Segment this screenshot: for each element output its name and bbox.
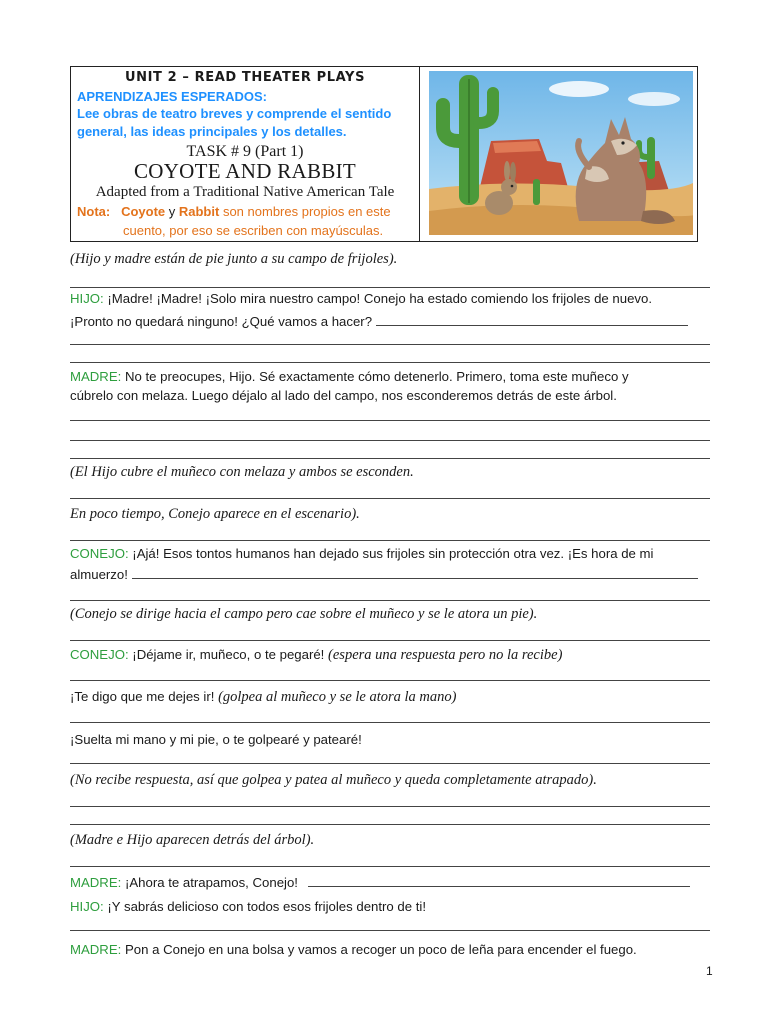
aprendizajes-text: Lee obras de teatro breves y comprende el sentido general, las ideas principales y los detalles.	[77, 106, 392, 139]
dialogue-text: ¡Ahora te atrapamos, Conejo!	[124, 875, 298, 890]
header-text-panel	[71, 67, 419, 241]
speaker-hijo: HIJO:	[70, 291, 104, 306]
coyote-rabbit-illustration	[429, 71, 693, 235]
writing-line	[70, 806, 710, 807]
answer-blank	[376, 325, 688, 326]
writing-line	[70, 930, 710, 931]
writing-line	[70, 866, 710, 867]
story-title: COYOTE AND RABBIT	[133, 159, 357, 183]
dialogue-line	[70, 875, 716, 890]
nota	[77, 202, 415, 240]
writing-line	[70, 440, 710, 441]
dialogue-text: ¡Ajá! Esos tontos humanos han dejado sus frijoles sin protección otra vez. ¡Es hora de mi	[132, 546, 654, 561]
dialogue-text: ¡Y sabrás delicioso con todos esos frijoles dentro de ti!	[107, 899, 426, 914]
writing-line	[70, 640, 710, 641]
dialogue-line	[70, 647, 716, 664]
dialogue-text: ¡Pronto no quedará ninguno! ¿Qué vamos a hacer?	[70, 314, 373, 329]
writing-line	[70, 498, 710, 499]
writing-line	[70, 540, 710, 541]
writing-line	[70, 680, 710, 681]
stage-direction: (Conejo se dirige hacia el campo pero cae sobre el muñeco y se le atora un pie).	[70, 606, 538, 622]
dialogue-line	[70, 942, 716, 957]
dialogue-text: Pon a Conejo en una bolsa y vamos a recoger un poco de leña para encender el fuego.	[124, 942, 637, 957]
dialogue-line	[70, 546, 716, 561]
writing-line	[70, 458, 710, 459]
dialogue-line	[70, 899, 716, 914]
speaker-conejo: CONEJO:	[70, 546, 129, 561]
writing-line	[70, 600, 710, 601]
dialogue-line	[70, 291, 716, 306]
dialogue-text: ¡Déjame ir, muñeco, o te pegaré!	[132, 647, 325, 662]
writing-line	[70, 287, 710, 288]
dialogue-line	[70, 689, 716, 706]
unit-title: UNIT 2 – READ THEATER PLAYS	[124, 70, 366, 85]
nota-name-rabbit: Rabbit	[178, 204, 220, 219]
writing-line	[70, 362, 710, 363]
stage-direction: (No recibe respuesta, así que golpea y patea al muñeco y queda completamente atrapado).	[70, 772, 597, 788]
speaker-madre: MADRE:	[70, 942, 122, 957]
writing-line	[70, 824, 710, 825]
dialogue-text: almuerzo!	[70, 567, 128, 582]
stage-direction: (Madre e Hijo aparecen detrás del árbol).	[70, 832, 315, 848]
task-number: TASK # 9 (Part 1)	[186, 143, 304, 160]
speaker-madre: MADRE:	[70, 875, 122, 890]
dialogue-text: ¡Madre! ¡Madre! ¡Solo mira nuestro campo! Conejo ha estado comiendo los frijoles de nuevo.	[107, 291, 652, 306]
writing-line	[70, 722, 710, 723]
dialogue-line	[70, 567, 716, 582]
dialogue-line	[70, 369, 716, 384]
nota-name-coyote: Coyote	[121, 204, 166, 219]
nota-y: y	[168, 204, 176, 219]
stage-direction: (El Hijo cubre el muñeco con melaza y ambos se esconden.	[70, 464, 414, 480]
speaker-conejo: CONEJO:	[70, 647, 129, 662]
dialogue-text: ¡Te digo que me dejes ir!	[70, 689, 215, 704]
speaker-madre: MADRE:	[70, 369, 122, 384]
header-box	[70, 66, 698, 242]
aprendizajes-label: APRENDIZAJES ESPERADOS:	[77, 89, 267, 104]
writing-line	[70, 763, 710, 764]
answer-blank	[308, 886, 690, 887]
dialogue-line: ¡Suelta mi mano y mi pie, o te golpearé y patearé!	[70, 732, 362, 747]
stage-direction: (Hijo y madre están de pie junto a su campo de frijoles).	[70, 251, 398, 267]
stage-direction-inline: (golpea al muñeco y se le atora la mano)	[218, 689, 457, 705]
stage-direction: En poco tiempo, Conejo aparece en el escenario).	[70, 506, 360, 522]
dialogue-line: cúbrelo con melaza. Luego déjalo al lado del campo, nos esconderemos detrás de este árbol.	[70, 388, 617, 403]
dialogue-line	[70, 314, 716, 329]
dialogue-text: No te preocupes, Hijo. Sé exactamente cómo detenerlo. Primero, toma este muñeco y	[124, 369, 629, 384]
nota-text-2: cuento, por eso se escriben con mayúsculas.	[123, 223, 384, 238]
nota-label: Nota:	[77, 204, 111, 219]
stage-direction-inline: (espera una respuesta pero no la recibe)	[328, 647, 563, 663]
answer-blank	[132, 578, 698, 579]
adapted-from: Adapted from a Traditional Native American Tale	[95, 184, 395, 200]
speaker-hijo: HIJO:	[70, 899, 104, 914]
header-divider	[419, 67, 420, 241]
writing-line	[70, 420, 710, 421]
page-number: 1	[706, 964, 713, 978]
nota-text-1: son nombres propios en este	[222, 204, 391, 219]
writing-line	[70, 344, 710, 345]
